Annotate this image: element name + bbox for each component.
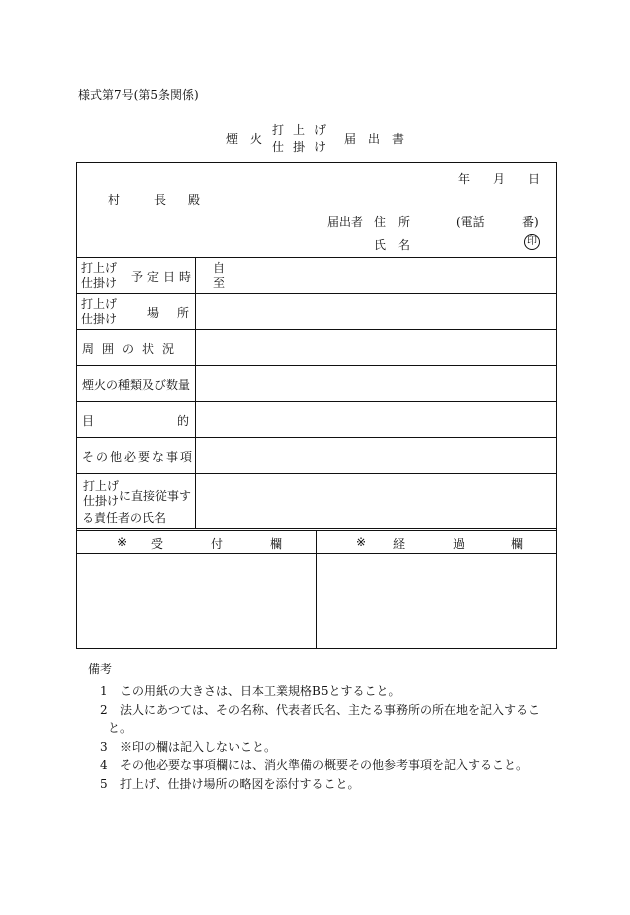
column-divider: [316, 530, 317, 649]
note-text: その他必要な事項欄には、消火準備の概要その他参考事項を記入すること。: [120, 758, 529, 772]
purpose-label-a: 目: [82, 414, 95, 428]
schedule-label-stack: [81, 261, 125, 291]
address-label-2: 所: [398, 215, 411, 229]
progress-char-3: 欄: [511, 537, 524, 551]
reception-char-2: 付: [211, 537, 224, 551]
note-text: 打上げ、仕掛け場所の略図を添付すること。: [120, 777, 360, 791]
phone-label: (電話: [456, 215, 485, 229]
title-part-launch: 打上げ: [272, 123, 336, 137]
note-item-4: [100, 756, 528, 773]
schedule-label-launch: 打上げ: [81, 261, 118, 275]
divider: [76, 528, 557, 529]
column-divider: [195, 257, 196, 528]
progress-char-1: 経: [393, 537, 406, 551]
note-text: この用紙の大きさは、日本工業規格B5とすること。: [120, 684, 401, 698]
note-text-continued: と。: [108, 721, 133, 735]
title-part-setting: 仕掛け: [272, 140, 336, 154]
responsible-label-last: る責任者の氏名: [82, 511, 167, 525]
note-number: 2: [100, 703, 108, 717]
progress-mark: ※: [356, 535, 367, 549]
responsible-label-stack: [83, 479, 123, 509]
seal-mark: 印: [524, 234, 540, 250]
phone-label-suffix: 番): [522, 215, 539, 229]
responsible-label-setting: 仕掛け: [83, 494, 120, 508]
place-label-b: 所: [177, 306, 190, 320]
document-title: [226, 118, 426, 158]
reception-char-1: 受: [151, 537, 164, 551]
reception-char-3: 欄: [270, 537, 283, 551]
form-number-label: 様式第7号(第5条関係): [78, 88, 199, 102]
reception-mark: ※: [117, 535, 128, 549]
responsible-label-launch: 打上げ: [83, 479, 120, 493]
note-number: 1: [100, 684, 108, 698]
title-part-notification: 届出書: [344, 132, 417, 146]
schedule-range: [213, 261, 225, 291]
schedule-from-label: 自: [213, 261, 226, 275]
progress-char-2: 過: [453, 537, 466, 551]
schedule-to-label: 至: [213, 276, 226, 290]
date-year-label: 年: [458, 172, 471, 186]
divider: [76, 473, 557, 474]
note-text: 法人にあつては、その名称、代表者氏名、主たる事務所の所在地を記入するこ: [120, 703, 541, 717]
other-label: その他必要な事項: [82, 450, 195, 464]
note-number: 4: [100, 758, 108, 772]
place-label-a: 場: [147, 306, 160, 320]
name-label: 氏: [374, 238, 387, 252]
purpose-label-b: 的: [177, 414, 190, 428]
addressee-village: 村: [108, 193, 121, 207]
addressee-chief: 長: [154, 193, 167, 207]
note-item-2-continued: [108, 719, 132, 736]
note-item-3: [100, 738, 276, 755]
surroundings-label: 周囲の状況: [82, 342, 183, 356]
place-label-launch: 打上げ: [81, 297, 118, 311]
note-number: 5: [100, 777, 108, 791]
date-month-label: 月: [493, 172, 506, 186]
divider: [76, 257, 557, 258]
note-item-2: [100, 701, 540, 718]
divider: [76, 293, 557, 294]
divider: [76, 437, 557, 438]
addressee-honorific: 殿: [188, 193, 201, 207]
divider: [76, 401, 557, 402]
place-label-setting: 仕掛け: [81, 312, 118, 326]
responsible-label-mid: に直接従事す: [119, 489, 192, 503]
note-item-1: [100, 682, 400, 699]
schedule-label: 予定日時: [131, 270, 196, 284]
fireworks-label: 煙火の種類及び数量: [82, 378, 191, 392]
note-text: ※印の欄は記入しないこと。: [120, 740, 277, 754]
note-item-5: [100, 775, 360, 792]
note-number: 3: [100, 740, 108, 754]
date-day-label: 日: [528, 172, 541, 186]
notes-heading: 備考: [88, 662, 113, 676]
schedule-label-setting: 仕掛け: [81, 276, 118, 290]
divider: [76, 365, 557, 366]
name-label-2: 名: [398, 238, 411, 252]
title-part-fireworks: 煙火: [226, 132, 275, 146]
place-label-stack: [81, 297, 125, 327]
divider: [76, 329, 557, 330]
address-label: 住: [374, 215, 387, 229]
applicant-label: 届出者: [327, 215, 364, 229]
